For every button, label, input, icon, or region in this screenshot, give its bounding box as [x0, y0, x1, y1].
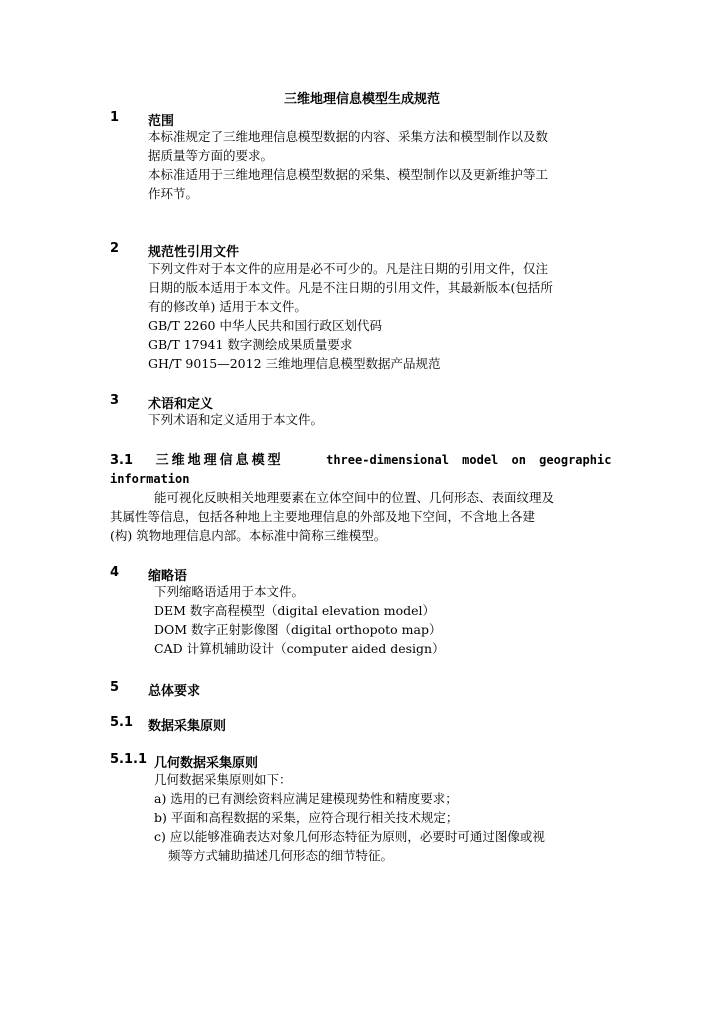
section-number: 2 — [110, 241, 120, 256]
paragraph-line: 下列缩略语适用于本文件。 — [154, 584, 305, 599]
section-number: 5.1.1 — [110, 752, 148, 767]
abbreviation-item: DOM 数字正射影像图（digital orthopoto map） — [154, 622, 442, 637]
abbreviation-item: CAD 计算机辅助设计（computer aided design） — [154, 641, 445, 656]
paragraph-line: 几何数据采集原则如下： — [154, 772, 292, 787]
section-number: 4 — [110, 565, 120, 580]
reference-item: GB/T 2260 中华人民共和国行政区划代码 — [148, 318, 382, 333]
term-heading — [110, 451, 616, 489]
list-item: b) 平面和高程数据的采集，应符合现行相关技术规定； — [154, 810, 459, 825]
section-title: 缩略语 — [148, 569, 188, 584]
list-item: c) 应以能够准确表达对象几何形态特征为原则，必要时可通过图像或视 — [154, 829, 545, 844]
paragraph-line: 本标准规定了三维地理信息模型数据的内容、采集方法和模型制作以及数 — [148, 129, 549, 144]
reference-item: GB/T 17941 数字测绘成果质量要求 — [148, 337, 353, 352]
section-number: 5.1 — [110, 715, 134, 730]
term-english: three-dimensional model on geographic information — [110, 453, 612, 486]
section-number: 1 — [110, 110, 120, 125]
term-number: 3.1 — [110, 453, 134, 468]
paragraph-line: 日期的版本适用于本文件。凡是不注日期的引用文件，其最新版本(包括所 — [148, 280, 553, 295]
paragraph-line: 据质量等方面的要求。 — [148, 148, 274, 163]
document-title: 三维地理信息模型生成规范 — [283, 92, 440, 107]
paragraph-line: 本标准适用于三维地理信息模型数据的采集、模型制作以及更新维护等工 — [148, 167, 549, 182]
section-title: 几何数据采集原则 — [154, 756, 259, 771]
paragraph-line: 下列术语和定义适用于本文件。 — [148, 412, 324, 427]
list-item-continuation: 频等方式辅助描述几何形态的细节特征。 — [168, 848, 394, 863]
term-chinese: 三维地理信息模型 — [155, 453, 284, 468]
paragraph-line: 有的修改单) 适用于本文件。 — [148, 299, 307, 314]
section-title: 总体要求 — [148, 684, 201, 699]
definition-line: (构) 筑物地理信息内部。本标准中简称三维模型。 — [110, 528, 387, 543]
definition-line: 其属性等信息，包括各种地上主要地理信息的外部及地下空间，不含地上各建 — [110, 509, 536, 524]
paragraph-line: 作环节。 — [148, 186, 199, 201]
list-item: a) 选用的已有测绘资料应满足建模现势性和精度要求； — [154, 791, 458, 806]
section-title: 范围 — [148, 114, 175, 129]
abbreviation-item: DEM 数字高程模型（digital elevation model） — [154, 603, 436, 618]
section-number: 5 — [110, 680, 120, 695]
section-title: 数据采集原则 — [148, 719, 227, 734]
section-title: 规范性引用文件 — [148, 245, 240, 260]
definition-line: 能可视化反映相关地理要素在立体空间中的位置、几何形态、表面纹理及 — [154, 490, 555, 505]
paragraph-line: 下列文件对于本文件的应用是必不可少的。凡是注日期的引用文件，仅注 — [148, 261, 549, 276]
section-number: 3 — [110, 393, 120, 408]
reference-item: GH/T 9015—2012 三维地理信息模型数据产品规范 — [148, 356, 441, 371]
section-title: 术语和定义 — [148, 397, 214, 412]
